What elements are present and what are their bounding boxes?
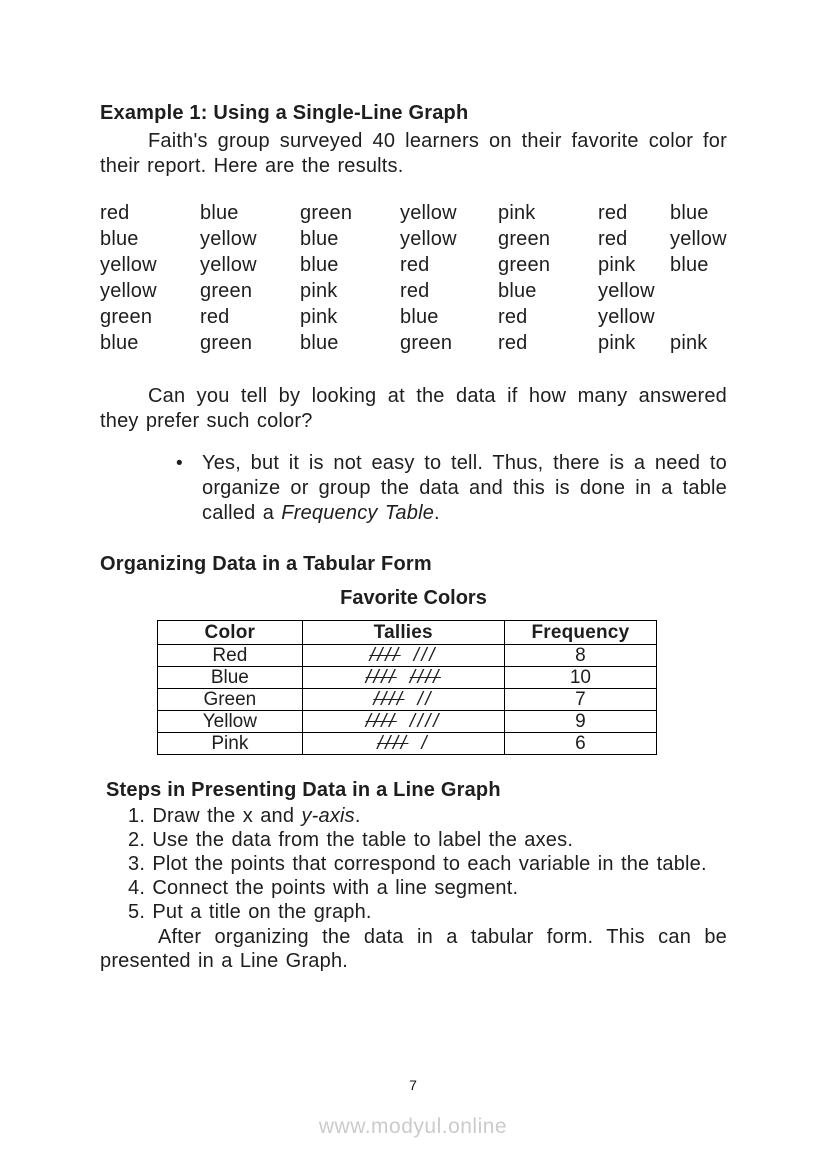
step-text: Put a title on the graph. [152,901,372,923]
tally-cell [302,667,504,689]
color-word: green [498,254,551,276]
tally-cell [302,689,504,711]
frequency-table-body [158,645,657,755]
bullet-text-italic: Frequency Table [281,502,435,524]
color-word: red [598,228,628,250]
steps-heading: Steps in Presenting Data in a Line Graph [106,779,501,801]
tabular-form-heading: Organizing Data in a Tabular Form [100,553,432,575]
color-cell: Pink [158,733,303,755]
table-row [158,645,657,667]
closing-paragraph: After organizing the data in a tabular form. This can be presented in a Line Graph. [100,926,727,972]
bullet-text-pre: Yes, but it is not easy to tell. Thus, there is a need to organize or group the data and this is done in a table called a [202,452,727,524]
survey-words-row [100,252,727,278]
table-row [158,667,657,689]
step-text: Plot the points that correspond to each variable in the table. [152,853,707,875]
tally-group-five: //// [377,733,409,754]
color-word: blue [300,254,339,276]
table-row [158,689,657,711]
survey-words-row [100,200,727,226]
tally-group-ones: //// [409,711,441,732]
tally-group-ones: / [421,733,430,754]
frequency-cell: 8 [504,645,656,667]
steps-list [100,804,727,924]
color-word: blue [200,202,239,224]
tally-cell [302,711,504,733]
survey-words-row [100,304,727,330]
color-word: blue [670,254,709,276]
color-word: pink [300,280,338,302]
step-text: Connect the points with a line segment. [152,877,519,899]
color-word: blue [100,228,139,250]
survey-words-row [100,226,727,252]
tally-marks [377,733,429,754]
color-word: yellow [598,280,655,302]
color-word: green [300,202,353,224]
frequency-table-header-row [158,621,657,645]
step-number: 2. [128,829,146,851]
survey-words-row [100,330,727,356]
bullet-item [100,451,727,526]
table-row [158,733,657,755]
column-header: Frequency [504,621,656,645]
color-word: blue [670,202,709,224]
color-word: yellow [400,228,457,250]
color-word: yellow [200,228,257,250]
bullet-text-post: . [434,502,440,524]
color-word: pink [670,332,708,354]
color-word: red [200,306,230,328]
column-header: Tallies [302,621,504,645]
tally-group-ones: // [417,689,434,710]
color-word: pink [300,306,338,328]
frequency-cell: 6 [504,733,656,755]
color-word: yellow [400,202,457,224]
step-item [100,804,727,828]
color-word: green [200,332,253,354]
color-word: red [400,280,430,302]
page-content [100,0,727,973]
step-text-post: . [354,805,361,827]
color-word: yellow [100,254,157,276]
step-item [100,828,727,852]
step-text: Draw the x and [152,805,302,827]
bullet-text [202,451,727,526]
frequency-table [157,620,657,755]
color-word: blue [100,332,139,354]
frequency-cell: 9 [504,711,656,733]
color-word: blue [300,228,339,250]
color-word: red [400,254,430,276]
tally-marks [370,645,437,666]
tally-group-five: //// [373,689,405,710]
step-number: 1. [128,805,146,827]
color-word: green [400,332,453,354]
color-word: pink [498,202,536,224]
color-word: pink [598,254,636,276]
tally-marks [366,667,441,688]
color-cell: Yellow [158,711,303,733]
color-word: green [100,306,153,328]
step-number: 4. [128,877,146,899]
step-item [100,876,727,900]
tally-marks [366,711,441,732]
color-word: green [498,228,551,250]
color-word: green [200,280,253,302]
step-text: Use the data from the table to label the axes. [152,829,574,851]
example-title: Example 1: Using a Single-Line Graph [100,102,469,124]
color-word: blue [400,306,439,328]
color-word: pink [598,332,636,354]
color-word: yellow [100,280,157,302]
tally-cell [302,645,504,667]
tally-group-five: //// [365,667,397,688]
color-cell: Red [158,645,303,667]
color-word: blue [498,280,537,302]
page-number: 7 [409,1077,417,1093]
bullet-icon: • [176,453,183,474]
step-number: 5. [128,901,146,923]
survey-words-row [100,278,727,304]
color-word: red [498,332,528,354]
color-word: yellow [200,254,257,276]
survey-results-grid [100,200,727,356]
watermark-text: www.modyul.online [318,1115,508,1138]
step-item [100,900,727,924]
tally-group-five: //// [369,645,401,666]
color-word: red [598,202,628,224]
color-cell: Blue [158,667,303,689]
column-header: Color [158,621,303,645]
tally-group-five: //// [409,667,441,688]
step-item [100,852,727,876]
intro-paragraph: Faith's group surveyed 40 learners on their favorite color for their report. Here are the results. [100,130,727,177]
step-text-italic: y-axis [301,805,355,827]
color-word: yellow [670,228,727,250]
color-word: yellow [598,306,655,328]
color-cell: Green [158,689,303,711]
color-word: red [100,202,130,224]
frequency-table-title: Favorite Colors [340,587,487,609]
frequency-cell: 10 [504,667,656,689]
frequency-cell: 7 [504,689,656,711]
tally-group-five: //// [365,711,397,732]
color-word: blue [300,332,339,354]
tally-group-ones: /// [413,645,437,666]
table-row [158,711,657,733]
step-number: 3. [128,853,146,875]
color-word: red [498,306,528,328]
tally-marks [373,689,433,710]
question-paragraph: Can you tell by looking at the data if how many answered they prefer such color? [100,385,727,432]
tally-cell [302,733,504,755]
